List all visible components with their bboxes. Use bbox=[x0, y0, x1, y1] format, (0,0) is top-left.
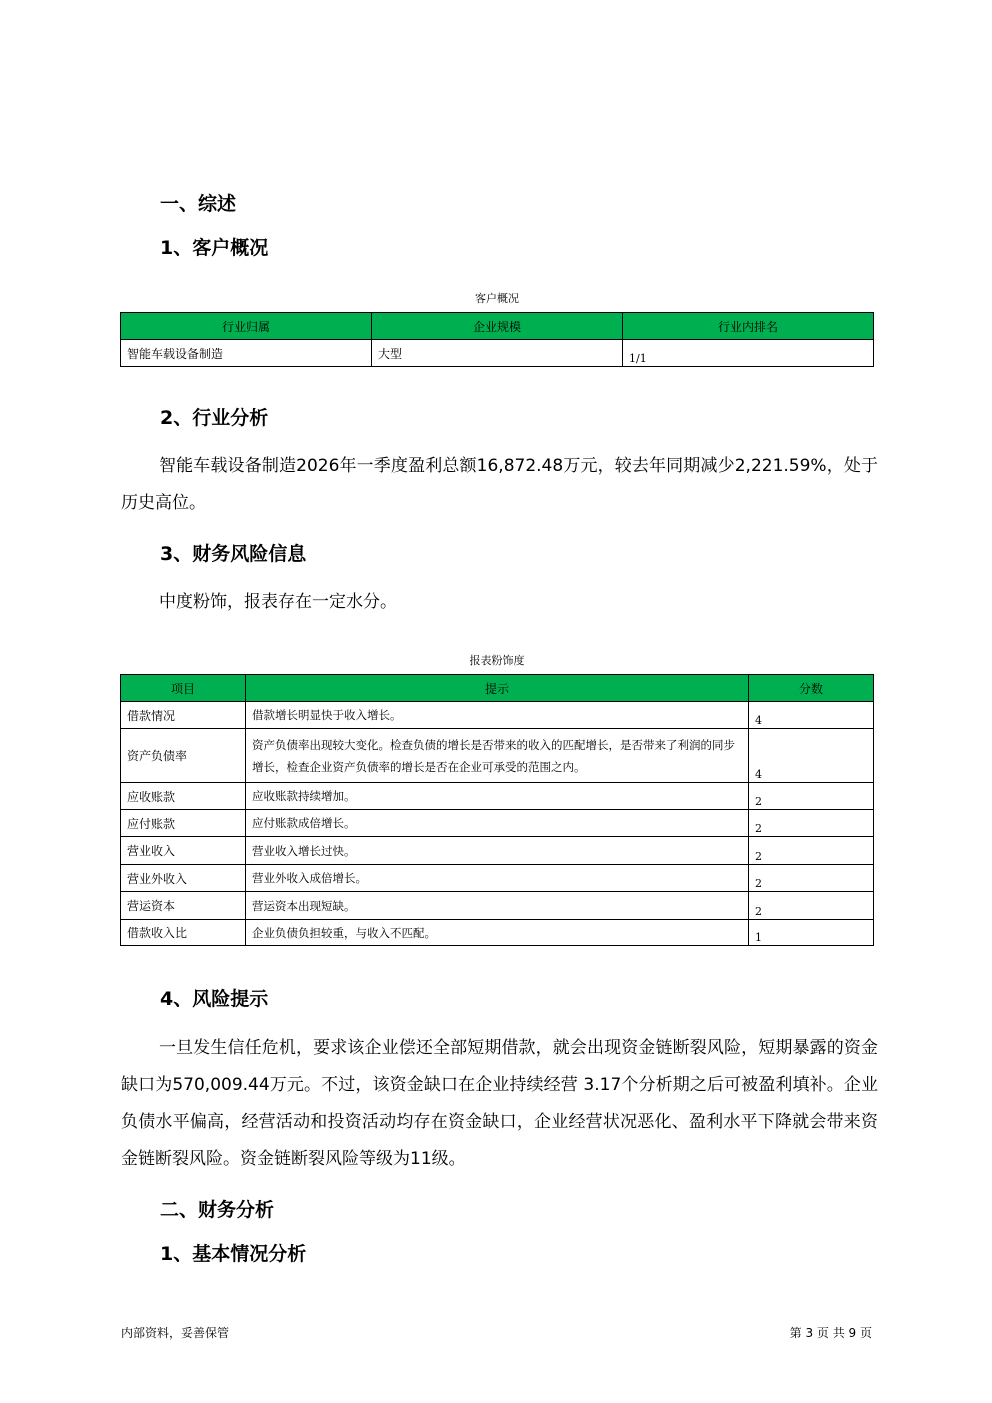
table-header-cell: 项目 bbox=[121, 675, 246, 702]
row-score-cell: 2 bbox=[749, 892, 874, 920]
table-row bbox=[121, 865, 874, 892]
row-score-cell: 2 bbox=[749, 783, 874, 810]
section-title-overview: 一、综述 bbox=[160, 193, 237, 215]
subsection-title-industry: 2、行业分析 bbox=[160, 407, 269, 429]
table-header-cell: 企业规模 bbox=[372, 313, 623, 340]
row-item-cell: 应收账款 bbox=[121, 783, 246, 810]
footer-confidential-note: 内部资料，妥善保管 bbox=[121, 1326, 230, 1340]
row-hint-cell: 营业外收入成倍增长。 bbox=[246, 865, 749, 892]
row-item-cell: 借款情况 bbox=[121, 702, 246, 729]
customer-table-caption: 客户概况 bbox=[475, 292, 519, 305]
table-cell: 大型 bbox=[372, 340, 623, 367]
risk-warning-text: 一旦发生信任危机，要求该企业偿还全部短期借款，就会出现资金链断裂风险，短期暴露的资金缺口为570,009.44万元。不过，该资金缺口在企业持续经营 3.17个分析期之后可被盈利填补。企业负债水平偏高，经营活动和投资活动均存在资金缺口，企业经营状况恶化、盈利水平下降就会带来资金链断裂风险。资金链断裂风险等级为11级。 bbox=[121, 1038, 878, 1169]
subsection-title-financial-risk: 3、财务风险信息 bbox=[160, 543, 307, 565]
row-hint-cell: 营业收入增长过快。 bbox=[246, 837, 749, 865]
row-hint-cell: 应付账款成倍增长。 bbox=[246, 810, 749, 837]
row-item-cell: 借款收入比 bbox=[121, 920, 246, 946]
row-item-cell: 营业收入 bbox=[121, 837, 246, 865]
row-score-cell: 2 bbox=[749, 865, 874, 892]
table-header-cell: 提示 bbox=[246, 675, 749, 702]
section-title-financial-analysis: 二、财务分析 bbox=[160, 1199, 275, 1221]
customer-table-header-row bbox=[121, 313, 874, 340]
window-table-header-row bbox=[121, 675, 874, 702]
table-header-cell: 分数 bbox=[749, 675, 874, 702]
footer-page-number: 第 3 页 共 9 页 bbox=[789, 1326, 872, 1340]
subsection-title-customer: 1、客户概况 bbox=[160, 237, 269, 259]
row-item-cell: 营运资本 bbox=[121, 892, 246, 920]
row-item-cell: 应付账款 bbox=[121, 810, 246, 837]
window-dressing-table bbox=[120, 674, 874, 946]
table-row bbox=[121, 783, 874, 810]
table-row bbox=[121, 702, 874, 729]
row-item-cell: 资产负债率 bbox=[121, 729, 246, 783]
row-item-cell: 营业外收入 bbox=[121, 865, 246, 892]
row-hint-cell: 借款增长明显快于收入增长。 bbox=[246, 702, 749, 729]
table-cell: 1/1 bbox=[623, 340, 874, 367]
row-score-cell: 4 bbox=[749, 702, 874, 729]
row-hint-cell: 应收账款持续增加。 bbox=[246, 783, 749, 810]
row-hint-cell: 企业负债负担较重，与收入不匹配。 bbox=[246, 920, 749, 946]
row-hint-cell: 营运资本出现短缺。 bbox=[246, 892, 749, 920]
customer-table bbox=[120, 312, 874, 367]
table-row bbox=[121, 920, 874, 946]
table-row bbox=[121, 729, 874, 783]
row-score-cell: 2 bbox=[749, 837, 874, 865]
table-cell: 智能车载设备制造 bbox=[121, 340, 372, 367]
table-row bbox=[121, 892, 874, 920]
table-row bbox=[121, 810, 874, 837]
table-row bbox=[121, 837, 874, 865]
financial-risk-text: 中度粉饰，报表存在一定水分。 bbox=[159, 592, 397, 612]
row-score-cell: 1 bbox=[749, 920, 874, 946]
table-row bbox=[121, 340, 874, 367]
row-hint-cell: 资产负债率出现较大变化。检查负债的增长是否带来的收入的匹配增长，是否带来了利润的同步增长，检查企业资产负债率的增长是否在企业可承受的范围之内。 bbox=[246, 729, 749, 783]
table-header-cell: 行业归属 bbox=[121, 313, 372, 340]
industry-analysis-text: 智能车载设备制造2026年一季度盈利总额16,872.48万元，较去年同期减少2,221.59%，处于历史高位。 bbox=[121, 456, 878, 513]
window-table-caption: 报表粉饰度 bbox=[469, 654, 525, 667]
subsection-title-basic-analysis: 1、基本情况分析 bbox=[160, 1243, 307, 1265]
row-score-cell: 4 bbox=[749, 729, 874, 783]
row-score-cell: 2 bbox=[749, 810, 874, 837]
table-header-cell: 行业内排名 bbox=[623, 313, 874, 340]
subsection-title-risk-warning: 4、风险提示 bbox=[160, 988, 269, 1010]
